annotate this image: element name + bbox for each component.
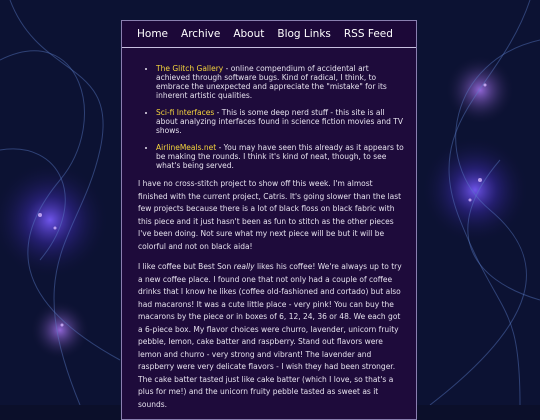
emphasis: really	[233, 262, 255, 271]
post-body	[122, 48, 416, 411]
link-description: - online compendium of accidental art achieved through software bugs. Kind of radical, I think, to embrace the unexpected and appreciate the "mistake" for its inherent artistic qualities.	[156, 64, 387, 100]
link-list	[138, 64, 404, 170]
coffee-paragraph	[138, 261, 404, 411]
list-item	[156, 108, 404, 135]
cross-stitch-paragraph: I have no cross-stitch project to show off this week. I'm almost finished with the current project, Catris. It's going slower than the last few projects because there is a lot of black floss on black fabric with this piece and it just hasn't been as fun to stitch as the other pieces I've been doing. Not sure what my next piece will be but it will be colorful and not on black aida!	[138, 179, 402, 251]
blog-container	[121, 20, 417, 420]
link-description: - This is some deep nerd stuff - this site is all about analyzing interfaces found in science fiction movies and TV shows.	[156, 108, 403, 135]
text-span: likes his coffee! We're always up to try a new coffee place. I found one that not only had a couple of coffee drinks that I know he likes (coffee old-fashioned and cortado) but also had macarons! It was a cute little place - very pink! You can buy the macarons by the piece or in boxes of 6, 12, 24, 36 or 48. We each got a 6-piece box. My flavor choices were churro, lavender, unicorn fruity pebble, lemon, cake batter and raspberry. Stand out flavors were lemon and churro - very strong and vibrant! The lavender and raspberry were very delicate flavors - I wish they had been stronger. The cake batter tasted just like cake batter (which I love, so that's a plus for me!) and the unicorn fruity pebble tasted as sweet as it sounds.	[138, 262, 402, 409]
nav-about[interactable]: About	[233, 28, 265, 40]
link-description: - You may have seen this already as it appears to be making the rounds. I think it's kind of neat, though, to see what's being served.	[156, 143, 404, 170]
list-item	[156, 64, 404, 100]
scifi-interfaces-link[interactable]: Sci-fi Interfaces	[156, 108, 215, 117]
top-nav	[122, 21, 416, 48]
nav-blog-links[interactable]: Blog Links	[277, 28, 331, 40]
nav-archive[interactable]: Archive	[181, 28, 221, 40]
nav-rss-feed[interactable]: RSS Feed	[343, 28, 393, 40]
airline-meals-link[interactable]: AirlineMeals.net	[156, 143, 217, 152]
glitch-gallery-link[interactable]: The Glitch Gallery	[156, 64, 224, 73]
list-item	[156, 143, 404, 170]
nav-home[interactable]: Home	[137, 28, 169, 40]
text-span: I like coffee but Best Son	[138, 262, 234, 271]
